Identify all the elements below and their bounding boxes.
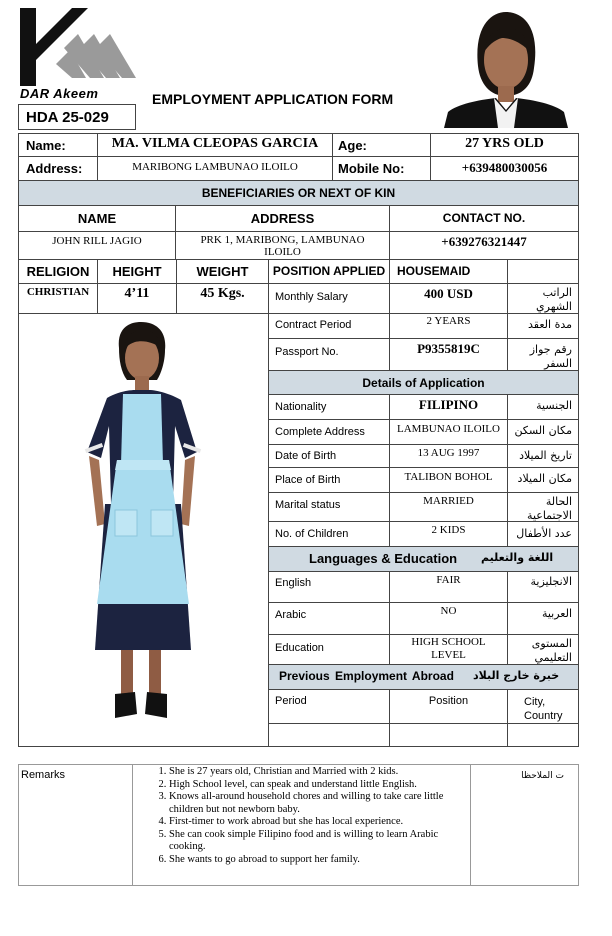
passport-value: P9355819C	[417, 341, 480, 356]
complete-address-value-cell	[389, 419, 508, 445]
employment-col-position-label: Position	[428, 695, 469, 707]
salary-label: Monthly Salary	[275, 291, 348, 303]
marital-label-cell	[268, 492, 390, 522]
employment-col-city	[507, 689, 579, 724]
mobile-label: Mobile No:	[338, 161, 405, 176]
kin-col-name-label: NAME	[77, 211, 117, 226]
salary-value: 400 USD	[424, 286, 473, 301]
pob-label-cell	[268, 467, 390, 493]
nationality-value: FILIPINO	[418, 397, 479, 412]
marital-label: Marital status	[275, 499, 341, 511]
education-value: HIGH SCHOOL LEVEL	[411, 636, 486, 661]
children-value: 2 KIDS	[431, 524, 466, 536]
weight-label: WEIGHT	[196, 264, 249, 279]
contract-value: 2 YEARS	[426, 315, 471, 327]
kin-col-contact-label: CONTACT NO.	[442, 211, 526, 225]
height-label-cell	[97, 259, 177, 284]
position-spare-cell	[507, 259, 579, 284]
employment-col-period-label: Period	[275, 695, 307, 707]
languages-section-title-arabic: اللغة والتعليم	[481, 551, 554, 564]
kin-col-name	[18, 205, 176, 232]
details-section-title: Details of Application	[362, 376, 485, 390]
english-arabic-cell	[507, 571, 579, 603]
kin-address: PRK 1, MARIBONG, LAMBUNAO ILOILO	[200, 234, 365, 258]
passport-arabic: رقم جواز السفر	[529, 343, 572, 370]
education-label: Education	[275, 642, 324, 654]
complete-address-value: LAMBUNAO ILOILO	[397, 423, 500, 435]
remarks-item: 3. Knows all-around household chores and willing to take care little children but not newborn baby.	[169, 791, 470, 816]
arabic-lang-value: NO	[440, 605, 457, 617]
children-label: No. of Children	[275, 528, 349, 540]
employment-section-title-arabic: خبرة خارج البلاد	[473, 669, 560, 682]
remarks-arabic-label: ت الملاحظا	[521, 771, 564, 781]
contract-label-cell	[268, 313, 390, 339]
age-label: Age:	[338, 138, 367, 153]
position-label: POSITION APPLIED	[272, 264, 386, 278]
dob-value-cell	[389, 444, 508, 468]
education-value-cell	[389, 634, 508, 665]
nationality-label-cell	[268, 394, 390, 420]
dob-arabic-cell	[507, 444, 579, 468]
religion-value: CHRISTIAN	[26, 286, 90, 298]
remarks-item: 1. She is 27 years old, Christian and Married with 2 kids.	[169, 766, 470, 779]
employment-row-position	[389, 723, 508, 747]
kin-address-cell	[175, 231, 390, 260]
nationality-value-cell	[389, 394, 508, 420]
religion-label: RELIGION	[26, 264, 90, 279]
pob-value-cell	[389, 467, 508, 493]
complete-address-label: Complete Address	[275, 426, 365, 438]
height-value-cell	[97, 283, 177, 314]
age-value: 27 YRS OLD	[465, 136, 544, 151]
arabic-lang-value-cell	[389, 602, 508, 635]
age-value-cell	[430, 133, 579, 157]
education-arabic-cell	[507, 634, 579, 665]
kin-contact-cell	[389, 231, 579, 260]
mobile-value: +639480030056	[461, 160, 548, 175]
address-value-cell	[97, 156, 333, 181]
employment-row-period	[268, 723, 390, 747]
applicant-full-photo	[18, 313, 269, 747]
remarks-list	[133, 765, 470, 866]
contract-arabic: مدة العقد	[528, 318, 572, 331]
height-value: 4’11	[124, 286, 150, 301]
kin-col-contact	[389, 205, 579, 232]
remarks-item: 2. High School level, can speak and understand little English.	[169, 779, 470, 792]
passport-value-cell	[389, 338, 508, 371]
pob-arabic: مكان الميلاد	[517, 472, 572, 485]
contract-arabic-cell	[507, 313, 579, 339]
children-label-cell	[268, 521, 390, 547]
english-value-cell	[389, 571, 508, 603]
salary-arabic-cell	[507, 283, 579, 314]
weight-value-cell	[176, 283, 269, 314]
employment-col-period	[268, 689, 390, 724]
education-label-cell	[268, 634, 390, 665]
dob-label-cell	[268, 444, 390, 468]
dob-value: 13 AUG 1997	[417, 447, 480, 459]
reference-code: HDA 25-029	[18, 104, 136, 130]
remarks-arabic-cell	[470, 765, 578, 885]
english-value: FAIR	[436, 574, 461, 586]
dob-arabic: تاريخ الميلاد	[519, 449, 572, 462]
arabic-lang-label: Arabic	[275, 609, 307, 621]
remarks-item: 4. First-timer to work abroad but she has local experience.	[169, 816, 470, 829]
passport-label-cell	[268, 338, 390, 371]
salary-label-cell	[268, 283, 390, 314]
age-label-cell	[332, 133, 431, 157]
address-label: Address:	[26, 161, 83, 176]
weight-value: 45 Kgs.	[200, 286, 245, 301]
complete-address-label-cell	[268, 419, 390, 445]
address-value: MARIBONG LAMBUNAO ILOILO	[132, 161, 298, 173]
kin-contact: +639276321447	[441, 234, 527, 249]
nationality-arabic-cell	[507, 394, 579, 420]
passport-arabic-cell	[507, 338, 579, 371]
marital-arabic: الحالة الاجتماعية	[527, 495, 572, 522]
details-section-header	[268, 370, 579, 395]
nationality-label: Nationality	[275, 401, 327, 413]
employment-section-header	[268, 664, 579, 690]
form-title: EMPLOYMENT APPLICATION FORM	[152, 91, 394, 107]
name-value-cell	[97, 133, 333, 157]
passport-label: Passport No.	[275, 346, 339, 358]
kin-name-cell	[18, 231, 176, 260]
height-label: HEIGHT	[112, 264, 162, 279]
religion-label-cell	[18, 259, 98, 284]
children-value-cell	[389, 521, 508, 547]
employment-col-city-label: City, Country	[524, 696, 563, 722]
complete-address-arabic-cell	[507, 419, 579, 445]
kin-section-title: BENEFICIARIES OR NEXT OF KIN	[201, 186, 396, 200]
languages-section-title: Languages & Education	[309, 551, 458, 566]
remarks-list-cell	[133, 765, 470, 885]
marital-arabic-cell	[507, 492, 579, 522]
contract-label: Contract Period	[275, 319, 352, 331]
pob-arabic-cell	[507, 467, 579, 493]
marital-value: MARRIED	[423, 495, 474, 507]
position-value: HOUSEMAID	[397, 264, 471, 278]
arabic-lang-label-cell	[268, 602, 390, 635]
remarks-label-cell	[19, 765, 133, 885]
education-arabic: المستوى التعليمي	[531, 637, 572, 664]
employment-row-city	[507, 723, 579, 747]
remarks-label: Remarks	[21, 769, 66, 781]
logo-text: DAR Akeem	[20, 86, 99, 101]
remarks-box	[18, 764, 579, 886]
kin-name: JOHN RILL JAGIO	[52, 235, 142, 247]
weight-label-cell	[176, 259, 269, 284]
children-arabic-cell	[507, 521, 579, 547]
kin-col-address-label: ADDRESS	[250, 211, 315, 226]
kin-col-address	[175, 205, 390, 232]
kin-section-header	[18, 180, 579, 206]
position-label-cell	[268, 259, 390, 284]
address-label-cell	[18, 156, 98, 181]
employment-section-title: Previous Employment Abroad	[279, 669, 454, 683]
english-label-cell	[268, 571, 390, 603]
salary-value-cell	[389, 283, 508, 314]
children-arabic: عدد الأطفال	[516, 527, 572, 540]
contract-value-cell	[389, 313, 508, 339]
remarks-item: 5. She can cook simple Filipino food and is willing to learn Arabic cooking.	[169, 829, 470, 854]
pob-value: TALIBON BOHOL	[404, 471, 493, 483]
languages-section-header	[268, 546, 579, 572]
complete-address-arabic: مكان السكن	[514, 424, 572, 437]
remarks-item: 6. She wants to go abroad to support her family.	[169, 854, 470, 867]
applicant-portrait	[444, 8, 568, 128]
arabic-lang-arabic-cell	[507, 602, 579, 635]
marital-value-cell	[389, 492, 508, 522]
english-arabic: الانجليزية	[530, 575, 572, 588]
arabic-lang-arabic: العربية	[541, 607, 572, 620]
english-label: English	[275, 577, 312, 589]
mobile-label-cell	[332, 156, 431, 181]
nationality-arabic: الجنسية	[536, 399, 572, 412]
mobile-value-cell	[430, 156, 579, 181]
dob-label: Date of Birth	[275, 450, 337, 462]
religion-value-cell	[18, 283, 98, 314]
pob-label: Place of Birth	[275, 474, 341, 486]
name-value: MA. VILMA CLEOPAS GARCIA	[111, 136, 319, 151]
name-label-text: Name:	[26, 138, 66, 153]
position-value-cell	[389, 259, 508, 284]
salary-arabic: الراتب الشهري	[536, 286, 572, 313]
employment-col-position	[389, 689, 508, 724]
name-label	[18, 133, 98, 157]
